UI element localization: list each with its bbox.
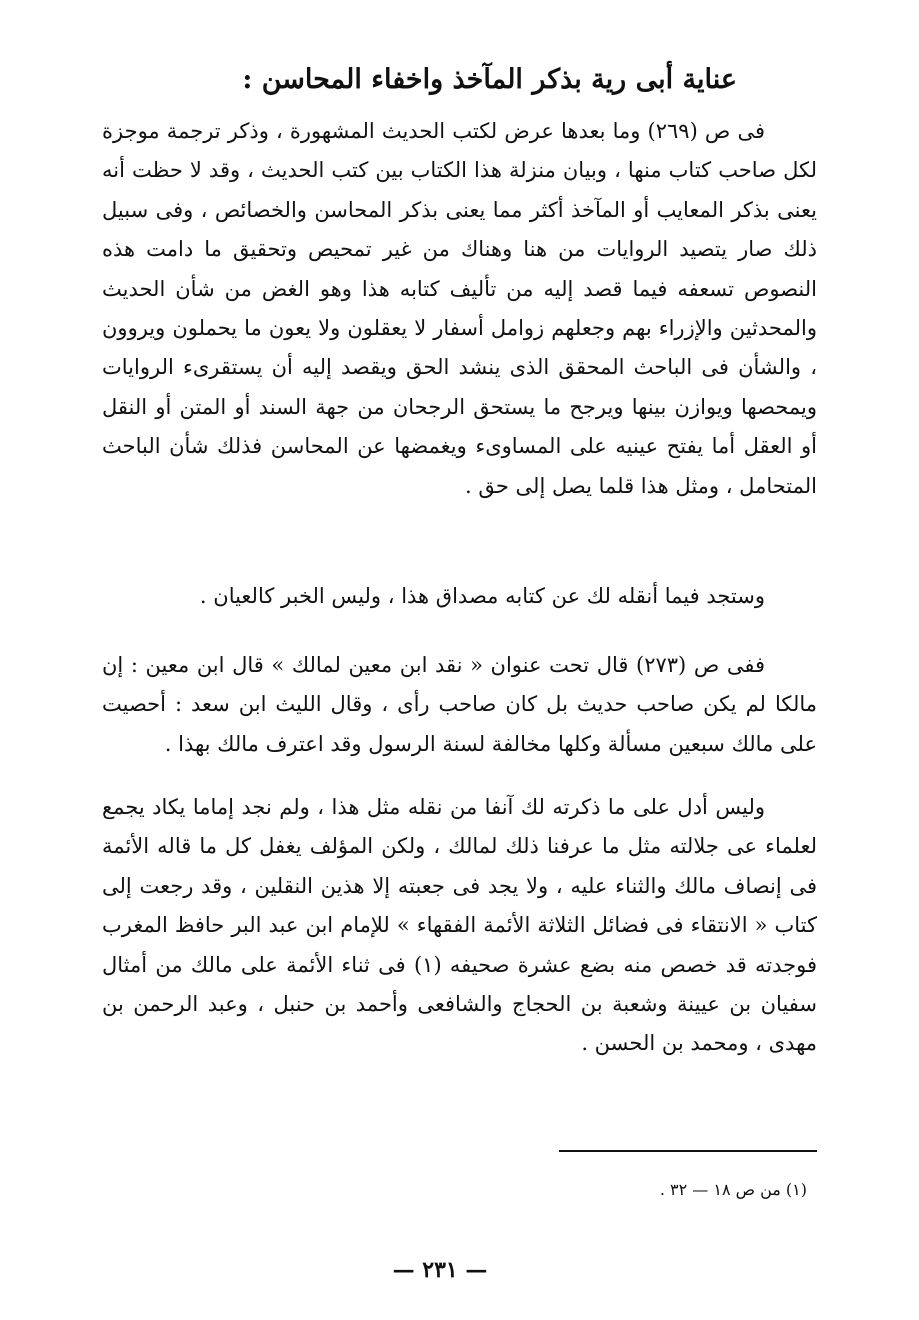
paragraph-block-3 bbox=[102, 646, 817, 764]
paragraph: ففى ص (٢٧٣) قال تحت عنوان « نقد ابن معين لمالك » قال ابن معين : إن مالكا لم يكن صاحب حديث بل كان صاحب رأى ، وقال الليث ابن سعد : أحصيت على مالك سبعين مسألة وكلها مخالفة لسنة الرسول وقد اعترف مالك بهذا . bbox=[102, 653, 817, 756]
paragraph-block-4 bbox=[102, 788, 817, 1064]
footnote: (١) من ص ١٨ — ٣٢ . bbox=[659, 1180, 807, 1199]
paragraph: وليس أدل على ما ذكرته لك آنفا من نقله مثل هذا ، ولم نجد إماما يكاد يجمع لعلماء عى جلالته مثل ما عرفنا ذلك لمالك ، ولكن المؤلف يغفل كل ما قاله الأئمة فى إنصاف مالك والثناء عليه ، ولا يجد فى جعبته إلا هذين النقلين ، وقد رجعت إلى كتاب « الانتقاء فى فضائل الثلاثة الأئمة الفقهاء » للإمام ابن عبد البر حافظ المغرب فوجدته قد خصص منه بضع عشرة صحيفه (١) فى ثناء الأئمة على مالك من أمثال سفيان بن عيينة وشعبة بن الحجاج والشافعى وأحمد بن حنبل ، وعبد الرحمن بن مهدى ، ومحمد بن الحسن . bbox=[102, 795, 818, 1056]
paragraph-block-2 bbox=[102, 577, 817, 616]
page-number: — ٢٣١ — bbox=[392, 1257, 488, 1283]
footnote-divider bbox=[559, 1150, 817, 1152]
paragraph: فى ص (٢٦٩) وما بعدها عرض لكتب الحديث المشهورة ، وذكر ترجمة موجزة لكل صاحب كتاب منها ، وبيان منزلة هذا الكتاب بين كتب الحديث ، وقد لا حظت أنه يعنى بذكر المعايب أو المآخذ أكثر مما يعنى بذكر المحاسن والخصائص ، وفى سبيل ذلك صار يتصيد الروايات من هنا وهناك من غير تمحيص وتحقيق ما دامت هذه النصوص تسعفه فيما قصد إليه من تأليف كتابه هذا وهو الغض من شأن الحديث والمحدثين والإزراء بهم وجعلهم زوامل أسفار لا يعقلون ولا يعون ما يحملون ويروون ، والشأن فى الباحث المحقق الذى ينشد الحق ويقصد إليه أن يستقرىء الروايات ويمحصها ويوازن بينها ويرجح ما يستحق الرجحان من جهة السند أو المتن أو النقل أو العقل أما يفتح عينيه على المساوىء ويغمضها عن المحاسن فذلك شأن الباحث المتحامل ، ومثل هذا قلما يصل إلى حق . bbox=[102, 119, 817, 498]
paragraph: وستجد فيما أنقله لك عن كتابه مصداق هذا ، وليس الخبر كالعيان . bbox=[199, 584, 765, 608]
paragraph-block-1 bbox=[102, 112, 817, 506]
section-heading: عناية أبى رية بذكر المآخذ واخفاء المحاسن : bbox=[242, 64, 737, 95]
